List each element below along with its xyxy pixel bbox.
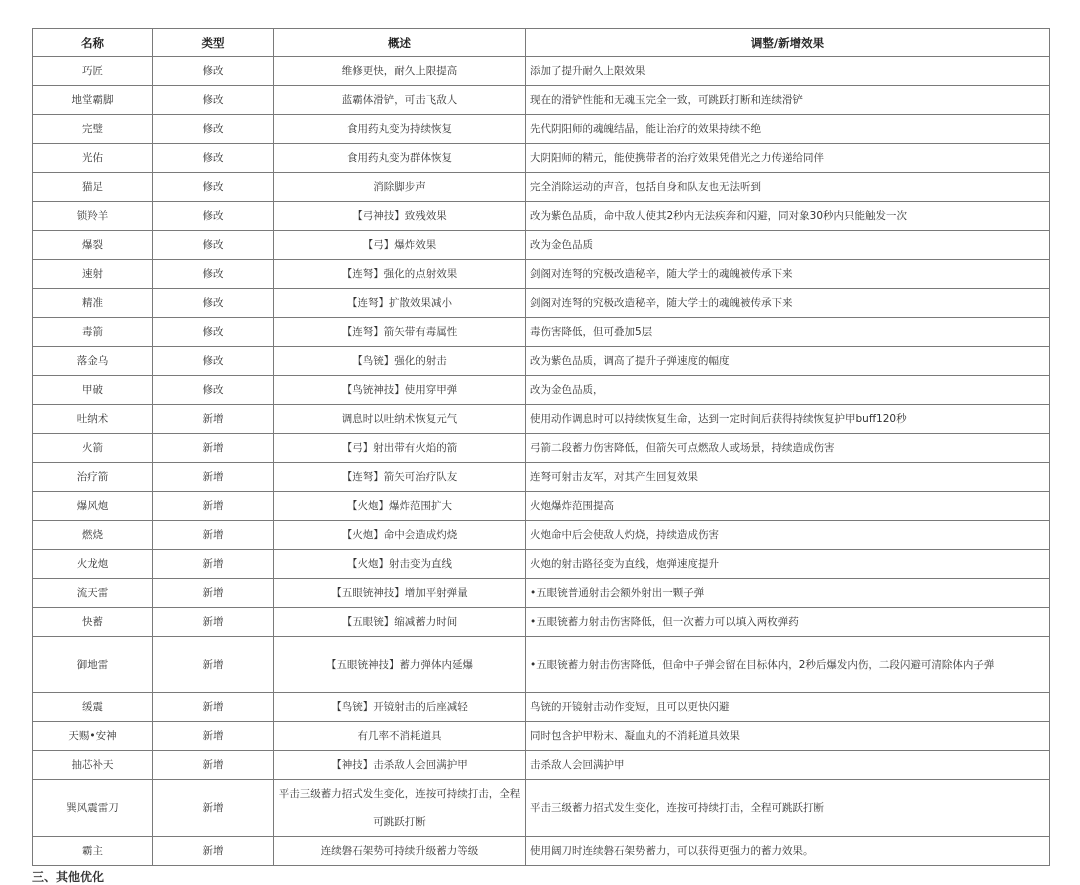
cell-name: 缓震 — [33, 693, 153, 722]
cell-name: 毒箭 — [33, 318, 153, 347]
cell-summary: 【鸟铳】强化的射击 — [274, 347, 526, 376]
cell-effect: 现在的滑铲性能和无魂玉完全一致，可跳跃打断和连续滑铲 — [526, 86, 1050, 115]
table-row — [33, 347, 1050, 376]
cell-name: 精准 — [33, 289, 153, 318]
cell-effect: 改为紫色品质，命中敌人使其2秒内无法疾奔和闪避，同对象30秒内只能触发一次 — [526, 202, 1050, 231]
cell-type: 修改 — [153, 318, 274, 347]
cell-effect: 弓箭二段蓄力伤害降低，但箭矢可点燃敌人或场景，持续造成伤害 — [526, 434, 1050, 463]
table-row — [33, 115, 1050, 144]
table-row — [33, 376, 1050, 405]
cell-name: 速射 — [33, 260, 153, 289]
table-row — [33, 550, 1050, 579]
header-effect: 调整/新增效果 — [526, 29, 1050, 57]
cell-type: 修改 — [153, 347, 274, 376]
cell-type: 新增 — [153, 405, 274, 434]
header-name: 名称 — [33, 29, 153, 57]
cell-summary: 【火炮】射击变为直线 — [274, 550, 526, 579]
cell-type: 新增 — [153, 693, 274, 722]
cell-summary: 【弓】射出带有火焰的箭 — [274, 434, 526, 463]
cell-name: 吐纳术 — [33, 405, 153, 434]
cell-summary: 【连弩】箭矢带有毒属性 — [274, 318, 526, 347]
cell-effect: •五眼铳蓄力射击伤害降低，但命中子弹会留在目标体内，2秒后爆发内伤，二段闪避可清除体内子弹 — [526, 637, 1050, 693]
cell-name: 巽风震雷刀 — [33, 780, 153, 837]
cell-type: 新增 — [153, 837, 274, 866]
cell-effect: 先代阴阳师的魂魄结晶，能让治疗的效果持续不绝 — [526, 115, 1050, 144]
table-row — [33, 173, 1050, 202]
table-row — [33, 434, 1050, 463]
cell-effect: 击杀敌人会回满护甲 — [526, 751, 1050, 780]
table-row — [33, 86, 1050, 115]
cell-summary: 【鸟铳神技】使用穿甲弹 — [274, 376, 526, 405]
cell-effect: 大阴阳师的精元，能使携带者的治疗效果凭借光之力传递给同伴 — [526, 144, 1050, 173]
cell-name: 锁羚羊 — [33, 202, 153, 231]
cell-type: 新增 — [153, 521, 274, 550]
cell-name: 落金乌 — [33, 347, 153, 376]
cell-name: 爆风炮 — [33, 492, 153, 521]
table-row — [33, 521, 1050, 550]
table-row — [33, 260, 1050, 289]
cell-summary: 维修更快，耐久上限提高 — [274, 57, 526, 86]
cell-effect: 同时包含护甲粉末、凝血丸的不消耗道具效果 — [526, 722, 1050, 751]
cell-type: 新增 — [153, 550, 274, 579]
cell-summary: 【连弩】箭矢可治疗队友 — [274, 463, 526, 492]
cell-type: 修改 — [153, 173, 274, 202]
cell-name: 霸主 — [33, 837, 153, 866]
cell-effect: 火炮的射击路径变为直线，炮弹速度提升 — [526, 550, 1050, 579]
cell-type: 新增 — [153, 463, 274, 492]
cell-effect: 剑阁对连弩的究极改造秘辛，随大学士的魂魄被传承下来 — [526, 260, 1050, 289]
cell-name: 火箭 — [33, 434, 153, 463]
cell-type: 新增 — [153, 722, 274, 751]
cell-effect: 使用阔刀时连续磐石架势蓄力，可以获得更强力的蓄力效果。 — [526, 837, 1050, 866]
cell-type: 修改 — [153, 57, 274, 86]
cell-summary: 【弓】爆炸效果 — [274, 231, 526, 260]
cell-effect: 改为紫色品质，调高了提升子弹速度的幅度 — [526, 347, 1050, 376]
cell-name: 光佑 — [33, 144, 153, 173]
cell-summary: 【火炮】命中会造成灼烧 — [274, 521, 526, 550]
cell-type: 修改 — [153, 289, 274, 318]
cell-effect: •五眼铳蓄力射击伤害降低，但一次蓄力可以填入两枚弹药 — [526, 608, 1050, 637]
cell-effect: 毒伤害降低，但可叠加5层 — [526, 318, 1050, 347]
table-row — [33, 751, 1050, 780]
cell-type: 新增 — [153, 637, 274, 693]
table-row — [33, 318, 1050, 347]
cell-name: 治疗箭 — [33, 463, 153, 492]
cell-effect: 改为金色品质 — [526, 231, 1050, 260]
cell-effect: 平击三级蓄力招式发生变化，连按可持续打击，全程可跳跃打断 — [526, 780, 1050, 837]
cell-summary: 【神技】击杀敌人会回满护甲 — [274, 751, 526, 780]
cell-summary: 有几率不消耗道具 — [274, 722, 526, 751]
cell-name: 快蓄 — [33, 608, 153, 637]
cell-type: 新增 — [153, 579, 274, 608]
cell-type: 新增 — [153, 434, 274, 463]
cell-effect: 火炮命中后会使敌人灼烧，持续造成伤害 — [526, 521, 1050, 550]
cell-summary: 【连弩】强化的点射效果 — [274, 260, 526, 289]
cell-type: 修改 — [153, 231, 274, 260]
cell-effect: 连弩可射击友军，对其产生回复效果 — [526, 463, 1050, 492]
table-row — [33, 463, 1050, 492]
cell-name: 完璧 — [33, 115, 153, 144]
table-row — [33, 780, 1050, 837]
header-summary: 概述 — [274, 29, 526, 57]
cell-summary: 【火炮】爆炸范围扩大 — [274, 492, 526, 521]
cell-summary: 【五眼铳神技】增加平射弹量 — [274, 579, 526, 608]
table-row — [33, 144, 1050, 173]
cell-effect: 鸟铳的开镜射击动作变短，且可以更快闪避 — [526, 693, 1050, 722]
cell-summary: 食用药丸变为群体恢复 — [274, 144, 526, 173]
cell-type: 新增 — [153, 751, 274, 780]
cell-summary: 平击三级蓄力招式发生变化，连按可持续打击，全程可跳跃打断 — [274, 780, 526, 837]
cell-summary: 【弓神技】致残效果 — [274, 202, 526, 231]
cell-summary: 调息时以吐纳术恢复元气 — [274, 405, 526, 434]
cell-summary: 【五眼铳神技】蓄力弹体内延爆 — [274, 637, 526, 693]
cell-name: 地堂霸脚 — [33, 86, 153, 115]
cell-summary: 【连弩】扩散效果减小 — [274, 289, 526, 318]
cell-effect: 添加了提升耐久上限效果 — [526, 57, 1050, 86]
table-row — [33, 289, 1050, 318]
table-row — [33, 637, 1050, 693]
section-heading: 三、其他优化 — [32, 870, 105, 884]
table-row — [33, 579, 1050, 608]
table-row — [33, 837, 1050, 866]
cell-effect: •五眼铳普通射击会额外射出一颗子弹 — [526, 579, 1050, 608]
table-row — [33, 693, 1050, 722]
cell-summary: 食用药丸变为持续恢复 — [274, 115, 526, 144]
table-row — [33, 608, 1050, 637]
table-header-row — [33, 29, 1050, 57]
cell-name: 猫足 — [33, 173, 153, 202]
cell-type: 修改 — [153, 202, 274, 231]
cell-summary: 消除脚步声 — [274, 173, 526, 202]
cell-type: 修改 — [153, 144, 274, 173]
cell-name: 燃烧 — [33, 521, 153, 550]
cell-summary: 【鸟铳】开镜射击的后座减轻 — [274, 693, 526, 722]
cell-summary: 蓝霸体滑铲，可击飞敌人 — [274, 86, 526, 115]
cell-type: 修改 — [153, 86, 274, 115]
cell-effect: 改为金色品质， — [526, 376, 1050, 405]
cell-name: 爆裂 — [33, 231, 153, 260]
cell-effect: 使用动作调息时可以持续恢复生命，达到一定时间后获得持续恢复护甲buff120秒 — [526, 405, 1050, 434]
cell-summary: 【五眼铳】缩减蓄力时间 — [274, 608, 526, 637]
table-row — [33, 492, 1050, 521]
cell-type: 修改 — [153, 260, 274, 289]
cell-type: 新增 — [153, 608, 274, 637]
cell-name: 甲破 — [33, 376, 153, 405]
changes-table — [32, 28, 1050, 866]
cell-name: 火龙炮 — [33, 550, 153, 579]
cell-name: 御地雷 — [33, 637, 153, 693]
table-row — [33, 722, 1050, 751]
table-row — [33, 202, 1050, 231]
table-row — [33, 57, 1050, 86]
cell-name: 抽芯补天 — [33, 751, 153, 780]
cell-type: 新增 — [153, 492, 274, 521]
cell-name: 流天雷 — [33, 579, 153, 608]
cell-type: 新增 — [153, 780, 274, 837]
cell-summary: 连续磐石架势可持续升级蓄力等级 — [274, 837, 526, 866]
table-row — [33, 231, 1050, 260]
cell-name: 天赐•安神 — [33, 722, 153, 751]
table-body — [33, 57, 1050, 866]
cell-type: 修改 — [153, 115, 274, 144]
header-type: 类型 — [153, 29, 274, 57]
cell-effect: 完全消除运动的声音，包括自身和队友也无法听到 — [526, 173, 1050, 202]
table-row — [33, 405, 1050, 434]
cell-effect: 火炮爆炸范围提高 — [526, 492, 1050, 521]
cell-type: 修改 — [153, 376, 274, 405]
cell-effect: 剑阁对连弩的究极改造秘辛，随大学士的魂魄被传承下来 — [526, 289, 1050, 318]
cell-name: 巧匠 — [33, 57, 153, 86]
